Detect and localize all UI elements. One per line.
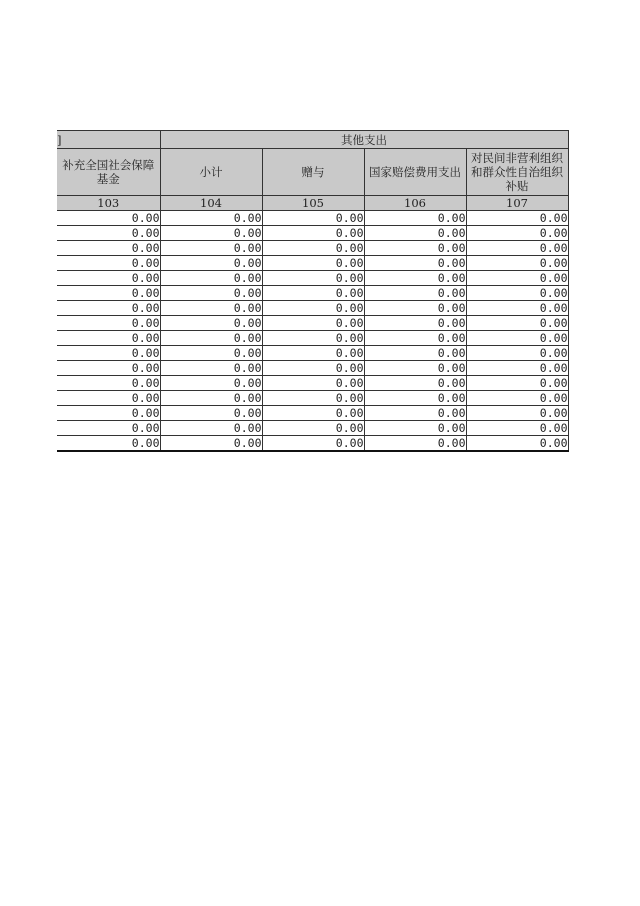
table-cell: 0.00 [364, 406, 466, 421]
table-cell: 0.00 [466, 376, 568, 391]
column-code: 107 [466, 196, 568, 211]
group-header-other-expenditure: 其他支出 [160, 131, 568, 149]
table-cell: 0.00 [364, 421, 466, 436]
column-code: 104 [160, 196, 262, 211]
table-cell: 0.00 [57, 436, 160, 452]
table-row [57, 286, 568, 301]
table-cell: 0.00 [262, 436, 364, 452]
table-cell: 0.00 [364, 376, 466, 391]
table-cell: 0.00 [466, 436, 568, 452]
table-cell: 0.00 [262, 316, 364, 331]
table-cell: 0.00 [160, 421, 262, 436]
table-cell: 0.00 [364, 271, 466, 286]
table-cell: 0.00 [57, 346, 160, 361]
column-header: 小计 [160, 149, 262, 196]
table-cell: 0.00 [262, 286, 364, 301]
column-code: 106 [364, 196, 466, 211]
table-cell: 0.00 [57, 241, 160, 256]
table-cell: 0.00 [262, 241, 364, 256]
group-header-cut: ] [57, 131, 160, 149]
table-cell: 0.00 [466, 271, 568, 286]
table-cell: 0.00 [364, 331, 466, 346]
table-cell: 0.00 [262, 331, 364, 346]
table-row [57, 211, 568, 226]
table-row [57, 406, 568, 421]
table-cell: 0.00 [57, 226, 160, 241]
table-cell: 0.00 [364, 211, 466, 226]
table-row [57, 361, 568, 376]
table-cell: 0.00 [57, 271, 160, 286]
table-cell: 0.00 [466, 331, 568, 346]
column-header: 补充全国社会保障基金 [57, 149, 160, 196]
table-cell: 0.00 [262, 256, 364, 271]
table-row [57, 301, 568, 316]
table-row [57, 331, 568, 346]
table-cell: 0.00 [466, 421, 568, 436]
table-cell: 0.00 [262, 346, 364, 361]
table-cell: 0.00 [262, 211, 364, 226]
table-cell: 0.00 [57, 256, 160, 271]
table-cell: 0.00 [160, 241, 262, 256]
table-row [57, 256, 568, 271]
table-cell: 0.00 [160, 331, 262, 346]
table-cell: 0.00 [466, 301, 568, 316]
table-cell: 0.00 [262, 301, 364, 316]
table-cell: 0.00 [262, 271, 364, 286]
column-code: 103 [57, 196, 160, 211]
table-cell: 0.00 [466, 346, 568, 361]
table-cell: 0.00 [160, 406, 262, 421]
table-cell: 0.00 [57, 421, 160, 436]
table-cell: 0.00 [160, 271, 262, 286]
table-cell: 0.00 [466, 316, 568, 331]
table-cell: 0.00 [364, 226, 466, 241]
table-cell: 0.00 [364, 241, 466, 256]
table-cell: 0.00 [466, 286, 568, 301]
column-header: 国家赔偿费用支出 [364, 149, 466, 196]
table-row [57, 436, 568, 452]
table-cell: 0.00 [57, 391, 160, 406]
table-cell: 0.00 [466, 211, 568, 226]
table-cell: 0.00 [160, 376, 262, 391]
column-header: 赠与 [262, 149, 364, 196]
table-cell: 0.00 [262, 421, 364, 436]
table-cell: 0.00 [364, 301, 466, 316]
table-cell: 0.00 [364, 436, 466, 452]
table-cell: 0.00 [262, 376, 364, 391]
table-cell: 0.00 [57, 301, 160, 316]
table-cell: 0.00 [364, 256, 466, 271]
expenditure-table [57, 130, 569, 452]
table-cell: 0.00 [262, 406, 364, 421]
table-cell: 0.00 [160, 346, 262, 361]
table-cell: 0.00 [364, 346, 466, 361]
table-cell: 0.00 [57, 316, 160, 331]
table-cell: 0.00 [57, 406, 160, 421]
column-code: 105 [262, 196, 364, 211]
table-cell: 0.00 [262, 361, 364, 376]
table-cell: 0.00 [466, 391, 568, 406]
table-cell: 0.00 [57, 376, 160, 391]
table-cell: 0.00 [160, 256, 262, 271]
table-row [57, 316, 568, 331]
table-cell: 0.00 [262, 226, 364, 241]
table-cell: 0.00 [160, 301, 262, 316]
table-cell: 0.00 [364, 316, 466, 331]
table-row [57, 226, 568, 241]
table-cell: 0.00 [262, 391, 364, 406]
table-cell: 0.00 [466, 241, 568, 256]
table-cell: 0.00 [160, 286, 262, 301]
table-cell: 0.00 [466, 361, 568, 376]
table-cell: 0.00 [466, 256, 568, 271]
column-header: 对民间非营利组织和群众性自治组织补贴 [466, 149, 568, 196]
table-cell: 0.00 [160, 391, 262, 406]
table-row [57, 391, 568, 406]
table-cell: 0.00 [57, 361, 160, 376]
table-row [57, 376, 568, 391]
table-cell: 0.00 [160, 226, 262, 241]
table-cell: 0.00 [364, 361, 466, 376]
table-row [57, 271, 568, 286]
table-cell: 0.00 [160, 361, 262, 376]
table-row [57, 421, 568, 436]
table-row [57, 241, 568, 256]
table-cell: 0.00 [466, 406, 568, 421]
table-cell: 0.00 [57, 331, 160, 346]
table-row [57, 346, 568, 361]
table-cell: 0.00 [160, 316, 262, 331]
table-cell: 0.00 [160, 436, 262, 452]
table-cell: 0.00 [364, 391, 466, 406]
table-cell: 0.00 [364, 286, 466, 301]
table-cell: 0.00 [160, 211, 262, 226]
table-cell: 0.00 [57, 286, 160, 301]
table-cell: 0.00 [57, 211, 160, 226]
table-cell: 0.00 [466, 226, 568, 241]
